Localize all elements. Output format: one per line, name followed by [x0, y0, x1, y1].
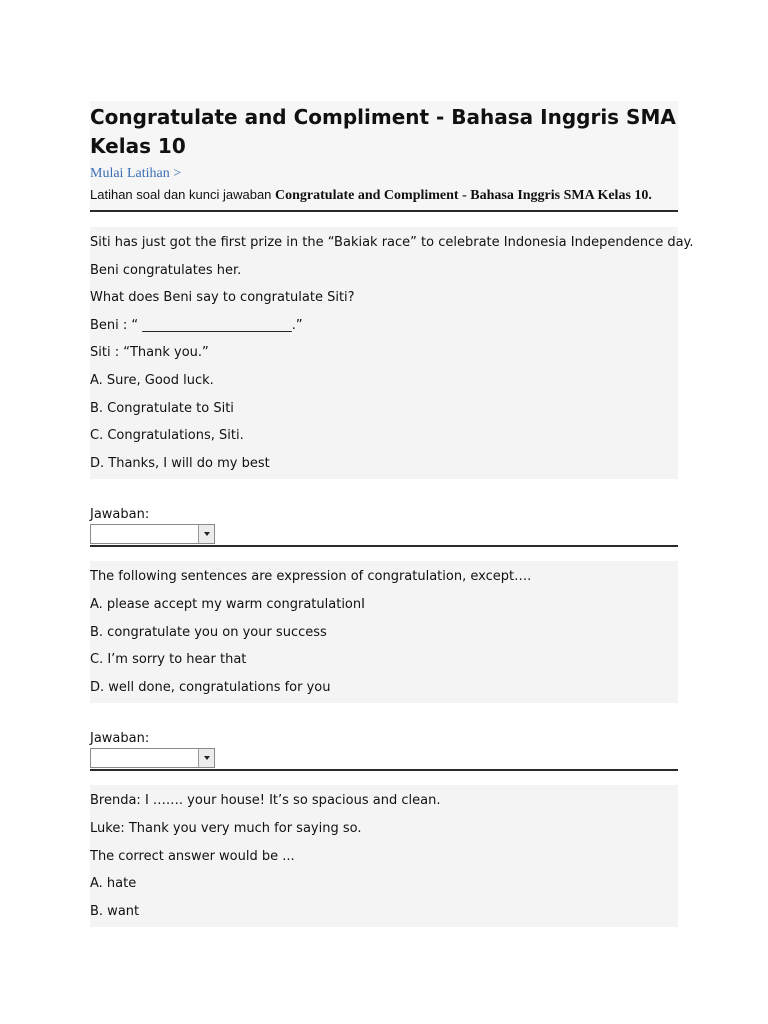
question-text: Brenda: I ……. your house! It’s so spacious and clean.	[90, 793, 441, 809]
divider	[90, 210, 678, 212]
option-d: D. well done, congratulations for you	[90, 679, 331, 695]
question-text: Siti has just got the first prize in the “Bakiak race” to celebrate Indonesia Independence day.	[90, 235, 694, 250]
page-title: Congratulate and Compliment - Bahasa Inggris SMA Kelas 10	[90, 105, 676, 158]
chevron-down-icon	[204, 532, 210, 536]
option-a: A. Sure, Good luck.	[90, 372, 214, 388]
question-text: What does Beni say to congratulate Siti?	[90, 290, 355, 306]
dropdown-button[interactable]	[198, 749, 214, 767]
answer-block-2	[90, 731, 678, 768]
answer-block-1	[90, 507, 678, 544]
answer-select-2[interactable]	[90, 748, 215, 768]
option-a: A. please accept my warm congratulationI	[90, 596, 365, 612]
question-text: Siti : “Thank you.”	[90, 345, 209, 361]
answer-select-1[interactable]	[90, 524, 215, 544]
question-1	[90, 227, 694, 479]
question-text: The following sentences are expression of congratulation, except….	[90, 569, 532, 585]
intro-prefix: Latihan soal dan kunci jawaban	[90, 187, 276, 202]
intro-text	[90, 185, 678, 210]
question-3	[90, 785, 678, 927]
option-b: B. congratulate you on your success	[90, 624, 327, 640]
question-text: Luke: Thank you very much for saying so.	[90, 820, 362, 836]
question-text: Beni : “ _______________________.”	[90, 317, 303, 333]
page-content	[90, 101, 694, 927]
divider	[90, 769, 678, 771]
option-b: B. Congratulate to Siti	[90, 400, 234, 416]
answer-label: Jawaban:	[90, 507, 150, 523]
question-2	[90, 561, 678, 703]
question-text: The correct answer would be ...	[90, 848, 295, 864]
start-exercise-link[interactable]: Mulai Latihan >	[90, 166, 182, 181]
page-header	[90, 101, 678, 210]
option-d: D. Thanks, I will do my best	[90, 455, 270, 471]
dropdown-button[interactable]	[198, 525, 214, 543]
divider	[90, 545, 678, 547]
option-c: C. I’m sorry to hear that	[90, 652, 247, 668]
option-b: B. want	[90, 903, 140, 919]
answer-label: Jawaban:	[90, 731, 150, 747]
chevron-down-icon	[204, 756, 210, 760]
intro-suffix: .	[648, 188, 652, 203]
option-a: A. hate	[90, 876, 137, 892]
intro-bold-title: Congratulate and Compliment - Bahasa Inggris SMA Kelas 10	[275, 188, 649, 203]
question-text: Beni congratulates her.	[90, 262, 242, 278]
option-c: C. Congratulations, Siti.	[90, 428, 244, 444]
